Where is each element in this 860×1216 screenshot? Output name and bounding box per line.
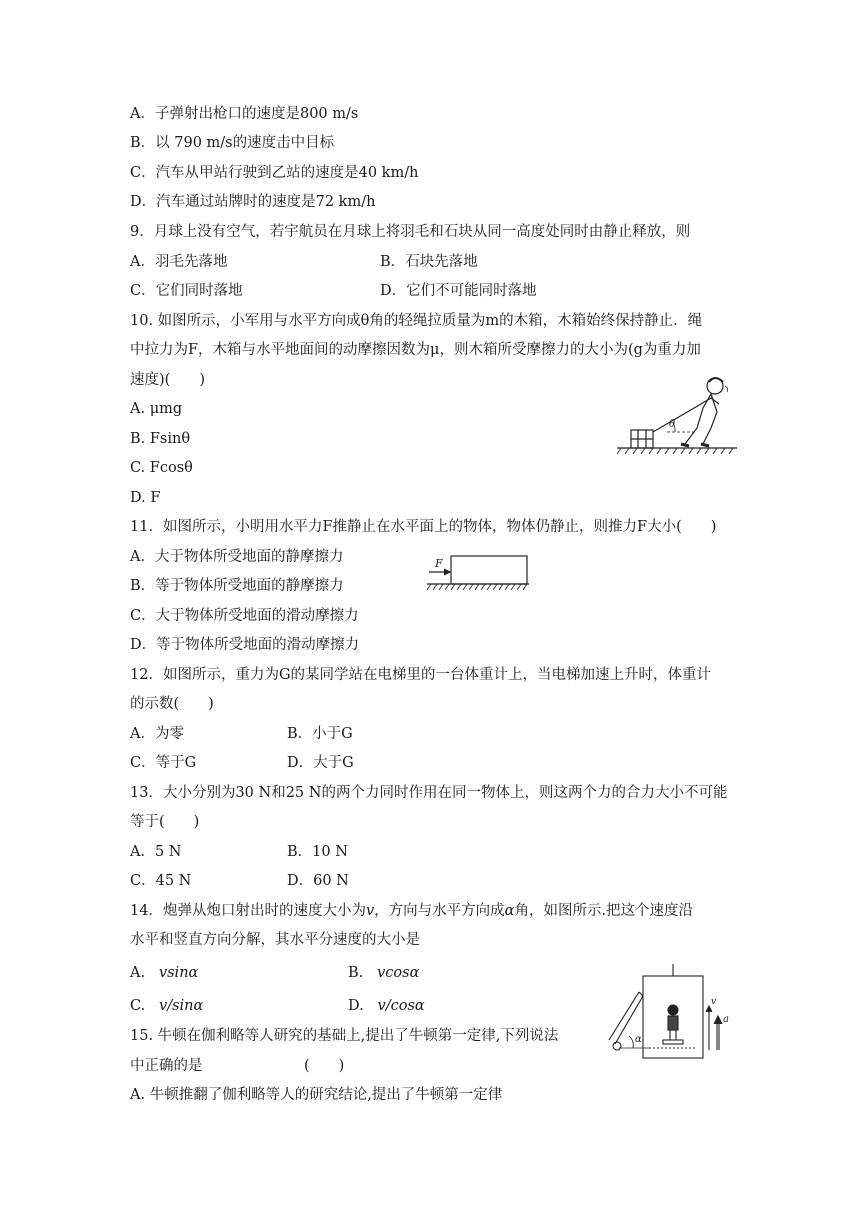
q15-stem-line-1: 15. 牛顿在伽利略等人研究的基础上,提出了牛顿第一定律,下列说法 [130, 1028, 559, 1044]
q14-option-d-math: v/cosα [377, 998, 425, 1014]
q10-stem-line-1: 10. 如图所示，小军用与水平方向成θ角的轻绳拉质量为m的木箱，木箱始终保持静止．绳 [130, 313, 703, 329]
q13-option-c: C．45 N [130, 873, 192, 889]
q14-option-d [348, 996, 425, 1016]
q13-option-a: A．5 N [130, 844, 182, 860]
q10-figure-theta-label: θ [669, 419, 676, 430]
q14-stem-text-3: 角，如图所示.把这个速度沿 [514, 903, 694, 919]
q13-stem-line-1: 13．大小分别为30 N和25 N的两个力同时作用在同一物体上，则这两个力的合力大小不可能 [130, 785, 728, 801]
q14-option-a-letter: A. [130, 965, 146, 981]
q14-figure-v-label: v [711, 997, 717, 1007]
q13-stem-line-2: 等于( ) [130, 814, 200, 830]
q14-figure-alpha-label: α [635, 1034, 642, 1045]
q14-option-b-math: vcosα [377, 965, 420, 981]
q9-option-d: D．它们不可能同时落地 [380, 283, 537, 299]
q10-option-a: A. μmg [130, 401, 183, 417]
q13-option-b: B．10 N [287, 844, 348, 860]
q13-option-d: D．60 N [287, 873, 349, 889]
q9-option-c: C．它们同时落地 [130, 283, 243, 299]
q14-stem-math-v: v [365, 903, 375, 919]
q14-stem-text-2: ，方向与水平方向成 [374, 903, 505, 919]
q12-stem-line-1: 12．如图所示，重力为G的某同学站在电梯里的一台体重计上，当电梯加速上升时，体重计 [130, 667, 712, 683]
q11-figure-block-force [425, 552, 529, 594]
q11-option-a: A．大于物体所受地面的静摩擦力 [130, 549, 344, 565]
q12-stem-line-2: 的示数( ) [130, 696, 214, 712]
q10-option-d: D. F [130, 490, 161, 506]
q14-stem-line-2: 水平和竖直方向分解，其水平分速度的大小是 [130, 932, 420, 948]
q8-option-c: C．汽车从甲站行驶到乙站的速度是40 km/h [130, 165, 419, 181]
q10-option-c: C. Fcosθ [130, 460, 193, 476]
q9-stem: 9．月球上没有空气，若宇航员在月球上将羽毛和石块从同一高度处同时由静止释放，则 [130, 224, 691, 240]
q11-option-b: B．等于物体所受地面的静摩擦力 [130, 578, 344, 594]
q11-option-d: D．等于物体所受地面的滑动摩擦力 [130, 637, 360, 653]
q12-option-a: A．为零 [130, 726, 184, 742]
q14-option-b-letter: B. [348, 965, 364, 981]
q14-figure-a-label: a [723, 1014, 729, 1025]
q14-option-b [348, 963, 419, 983]
q9-option-a: A．羽毛先落地 [130, 254, 228, 270]
q10-stem-line-3: 速度)( ) [130, 372, 205, 388]
q12-option-c: C．等于G [130, 755, 197, 771]
q9-option-b: B．石块先落地 [380, 254, 478, 270]
q11-figure-f-label: F [435, 557, 443, 570]
q12-option-d: D．大于G [287, 755, 354, 771]
q14-option-c-math: v/sinα [159, 998, 204, 1014]
q8-option-a: A．子弹射出枪口的速度是800 m/s [130, 106, 359, 122]
q10-figure-pulling-box [615, 368, 741, 456]
q11-stem: 11．如图所示，小明用水平力F推静止在水平面上的物体，物体仍静止，则推力F大小( ) [130, 519, 717, 535]
q14-option-d-letter: D. [348, 998, 364, 1014]
q14-stem-text-1: 14．炮弹从炮口射出时的速度大小为 [130, 903, 366, 919]
q15-option-a: A. 牛顿推翻了伽利略等人的研究结论,提出了牛顿第一定律 [130, 1087, 503, 1103]
q14-figure-cannon-and-elevator [605, 962, 737, 1062]
q14-stem-line-1 [130, 901, 693, 921]
q8-option-d: D．汽车通过站牌时的速度是72 km/h [130, 194, 376, 210]
q14-stem-math-alpha: α [504, 903, 515, 919]
q8-option-b: B．以 790 m/s的速度击中目标 [130, 135, 335, 151]
q10-stem-line-2: 中拉力为F，木箱与水平地面间的动摩擦因数为μ，则木箱所受摩擦力的大小为(g为重力加 [130, 342, 701, 358]
q10-option-b: B. Fsinθ [130, 431, 191, 447]
q14-option-c-letter: C. [130, 998, 146, 1014]
q11-option-c: C．大于物体所受地面的滑动摩擦力 [130, 608, 359, 624]
q15-stem-line-2: 中正确的是 ( ) [130, 1058, 345, 1074]
q14-option-c [130, 996, 203, 1016]
q12-option-b: B．小于G [287, 726, 353, 742]
q14-option-a-math: vsinα [158, 965, 199, 981]
q14-option-a [130, 963, 198, 983]
